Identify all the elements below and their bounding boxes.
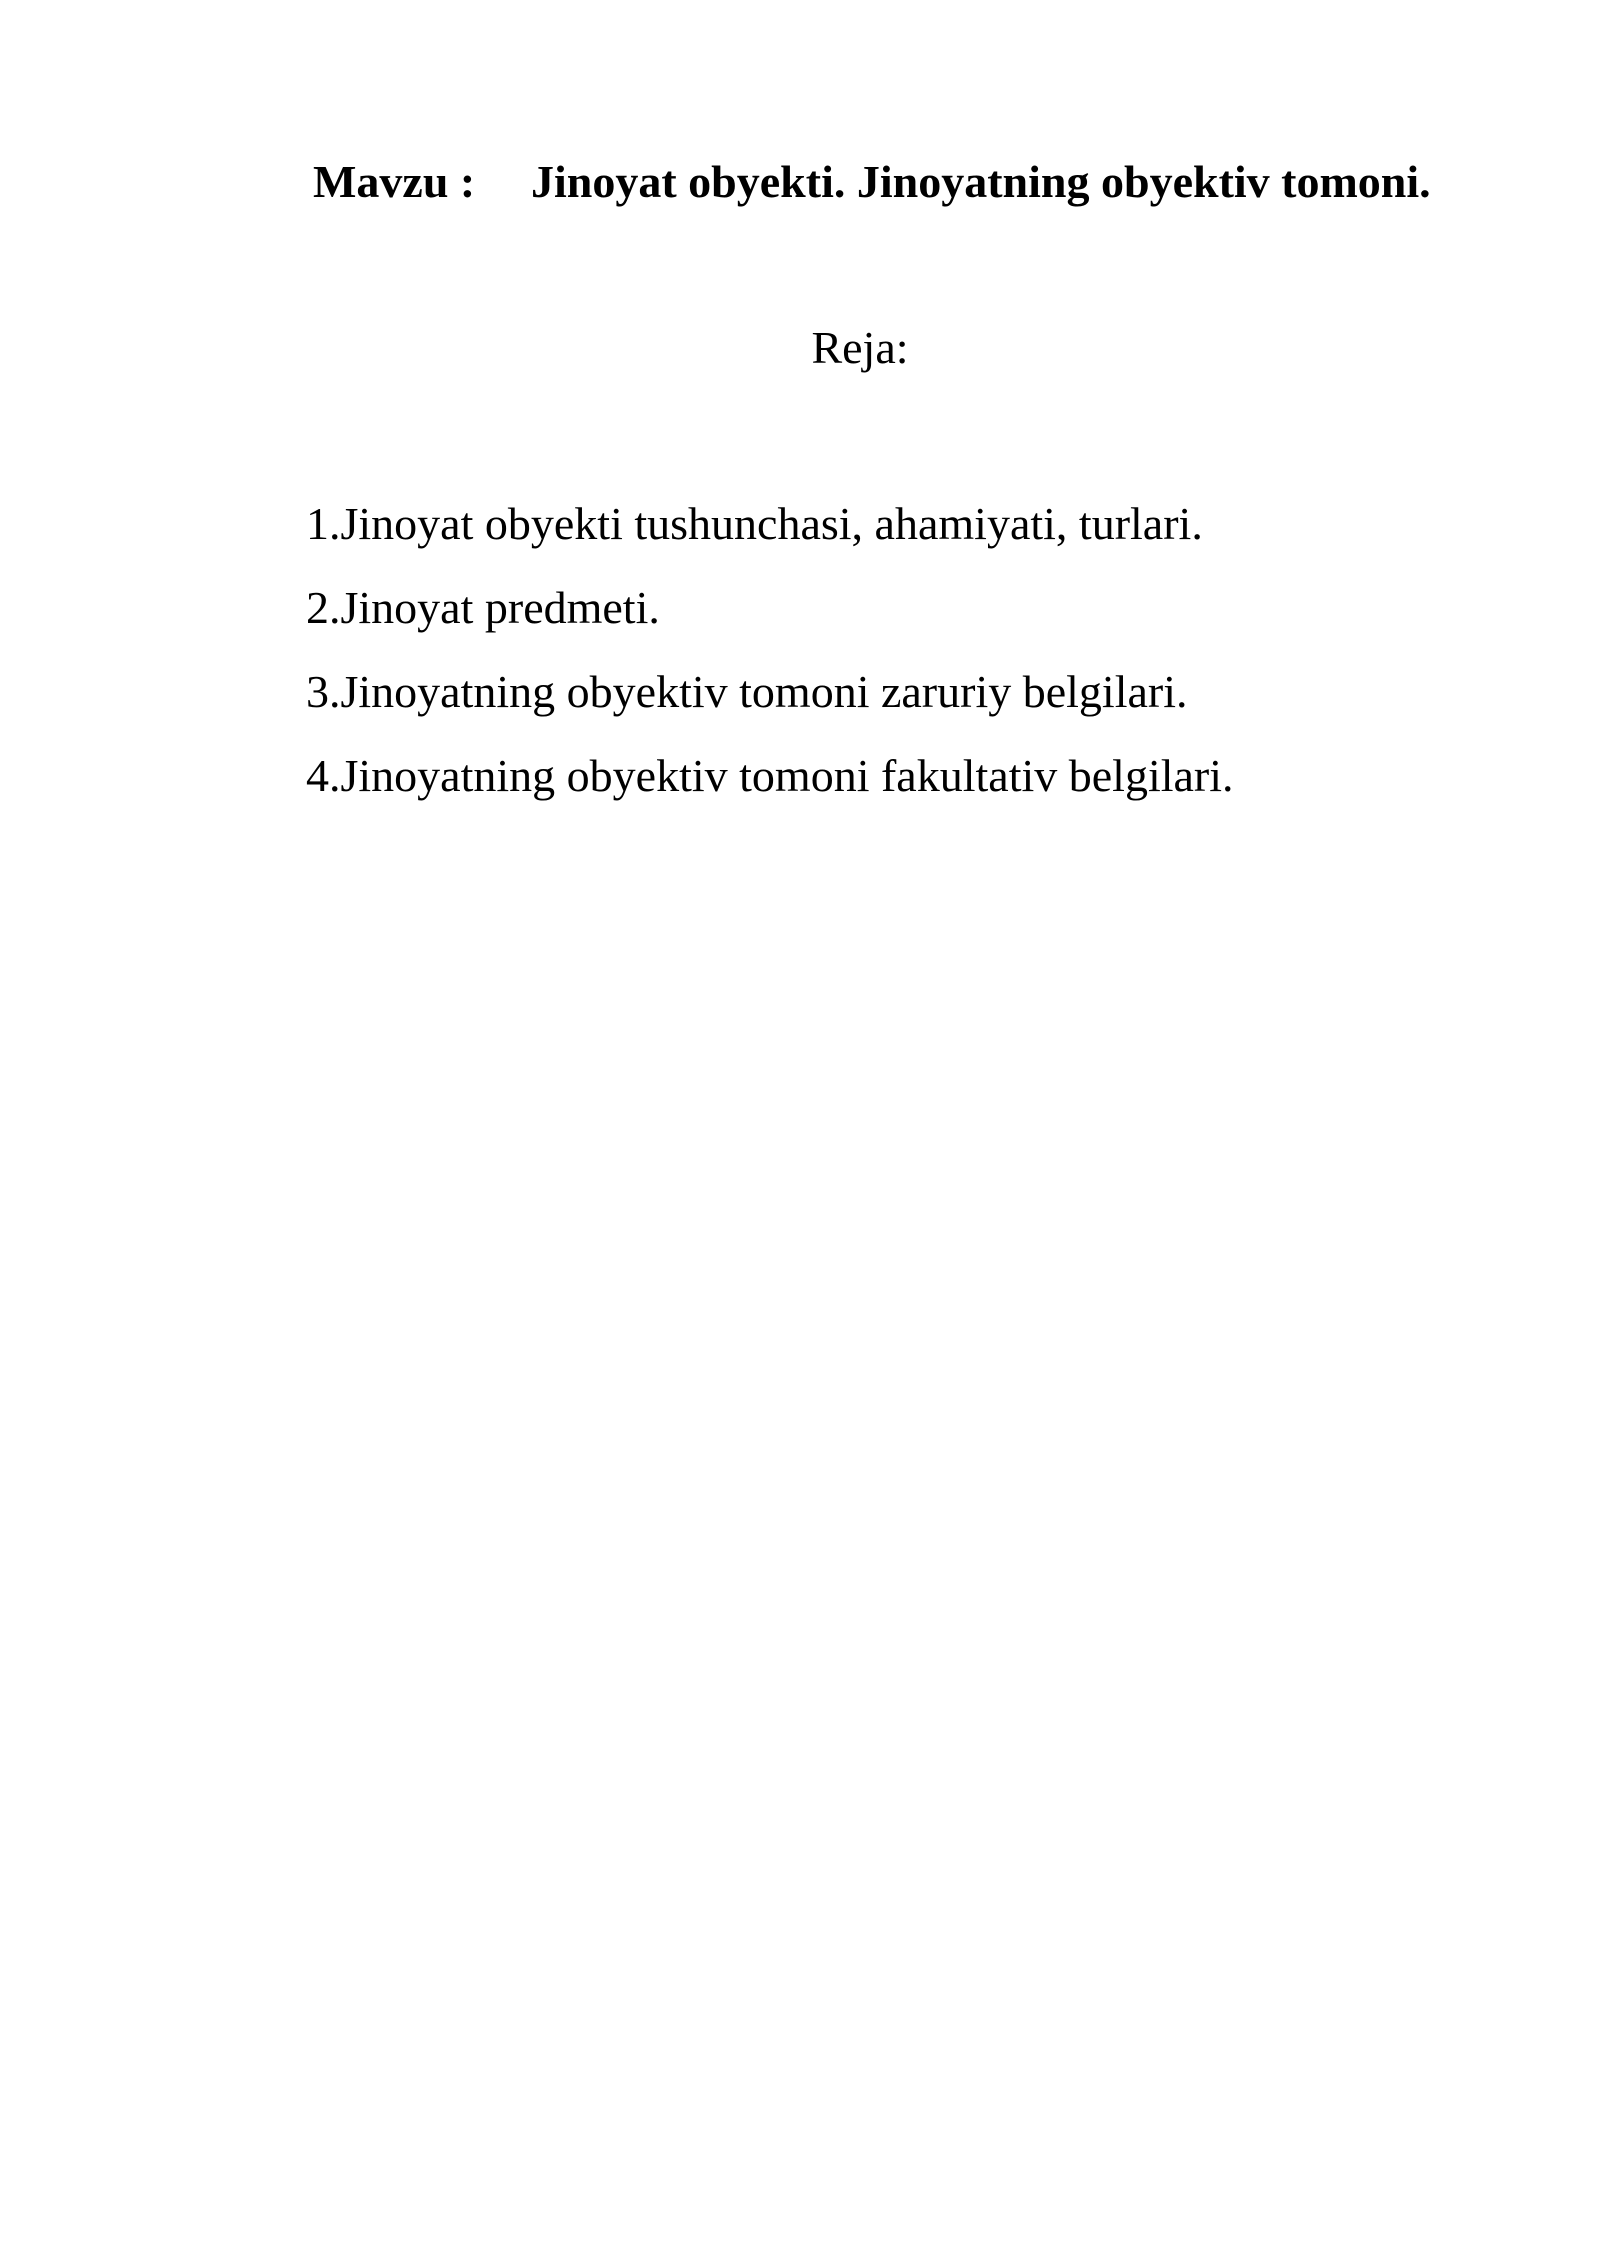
plan-title: Reja: — [811, 322, 909, 373]
plan-item: 3.Jinoyatning obyektiv tomoni zaruriy belgilari. — [306, 666, 1188, 717]
topic-label: Mavzu : — [313, 156, 476, 207]
topic-title: Jinoyat obyekti. Jinoyatning obyektiv tomoni. — [531, 156, 1431, 207]
plan-item: 2.Jinoyat predmeti. — [306, 582, 660, 633]
plan-item: 4.Jinoyatning obyektiv tomoni fakultativ belgilari. — [306, 750, 1234, 801]
plan-list — [306, 494, 1234, 830]
topic-heading — [313, 152, 1431, 212]
plan-item: 1.Jinoyat obyekti tushunchasi, ahamiyati, turlari. — [306, 498, 1203, 549]
